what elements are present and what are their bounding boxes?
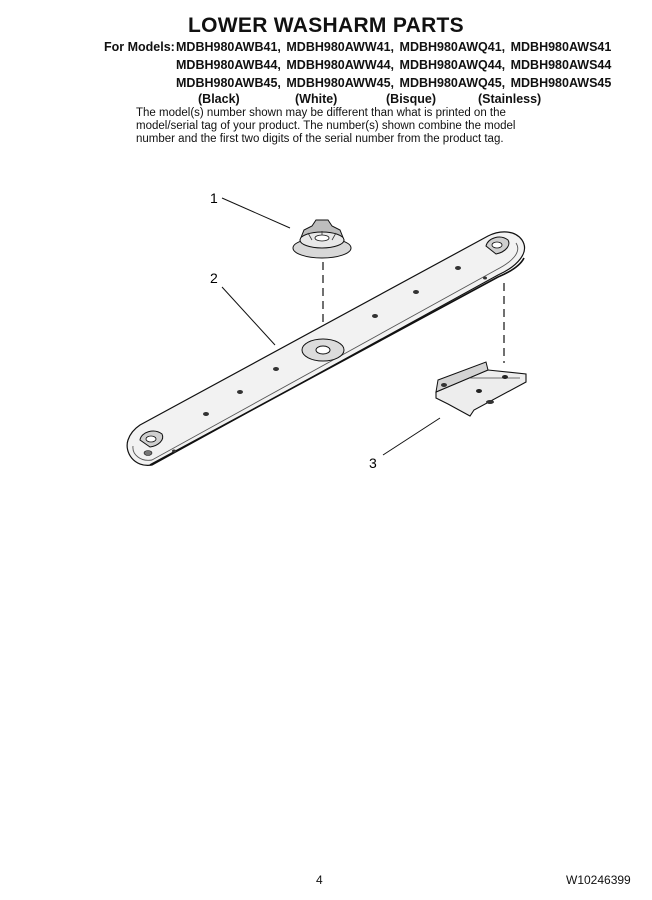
model-number: MDBH980AWW45, <box>286 76 395 90</box>
model-number: MDBH980AWB45, <box>176 76 281 90</box>
model-number: MDBH980AWQ44, <box>399 58 506 72</box>
models-label: For Models: <box>104 40 175 54</box>
model-number: MDBH980AWB44, <box>176 58 281 72</box>
color-stainless: (Stainless) <box>478 92 542 106</box>
model-number: MDBH980AWW44, <box>286 58 395 72</box>
model-row-2 <box>176 58 613 72</box>
lower-washarm-part <box>127 232 524 465</box>
document-number: W10246399 <box>566 873 631 887</box>
leader-line-1 <box>222 198 290 228</box>
model-number: MDBH980AWS41 <box>510 40 612 54</box>
color-black: (Black) <box>198 92 240 106</box>
model-row-3 <box>176 76 613 90</box>
callout-3: 3 <box>369 455 377 471</box>
washarm-bracket-part <box>436 362 526 416</box>
model-number: MDBH980AWQ45, <box>399 76 506 90</box>
callout-1: 1 <box>210 190 218 206</box>
hub-nut-part <box>293 220 351 258</box>
model-number: MDBH980AWS44 <box>510 58 612 72</box>
page-number: 4 <box>316 873 323 887</box>
model-note: The model(s) number shown may be different than what is printed on the model/serial tag of your product. The number(s) shown combine the model number and the first two digits of the serial number from the product tag. <box>136 107 516 145</box>
color-white: (White) <box>295 92 338 106</box>
leader-line-2 <box>222 287 275 345</box>
model-row-1 <box>176 40 613 54</box>
model-number: MDBH980AWQ41, <box>399 40 506 54</box>
color-bisque: (Bisque) <box>386 92 436 106</box>
callout-2: 2 <box>210 270 218 286</box>
leader-line-3 <box>383 418 440 455</box>
washarm-exploded-diagram <box>0 170 652 490</box>
model-number: MDBH980AWB41, <box>176 40 281 54</box>
page-title: LOWER WASHARM PARTS <box>188 14 464 37</box>
model-number: MDBH980AWW41, <box>286 40 395 54</box>
model-number: MDBH980AWS45 <box>510 76 612 90</box>
